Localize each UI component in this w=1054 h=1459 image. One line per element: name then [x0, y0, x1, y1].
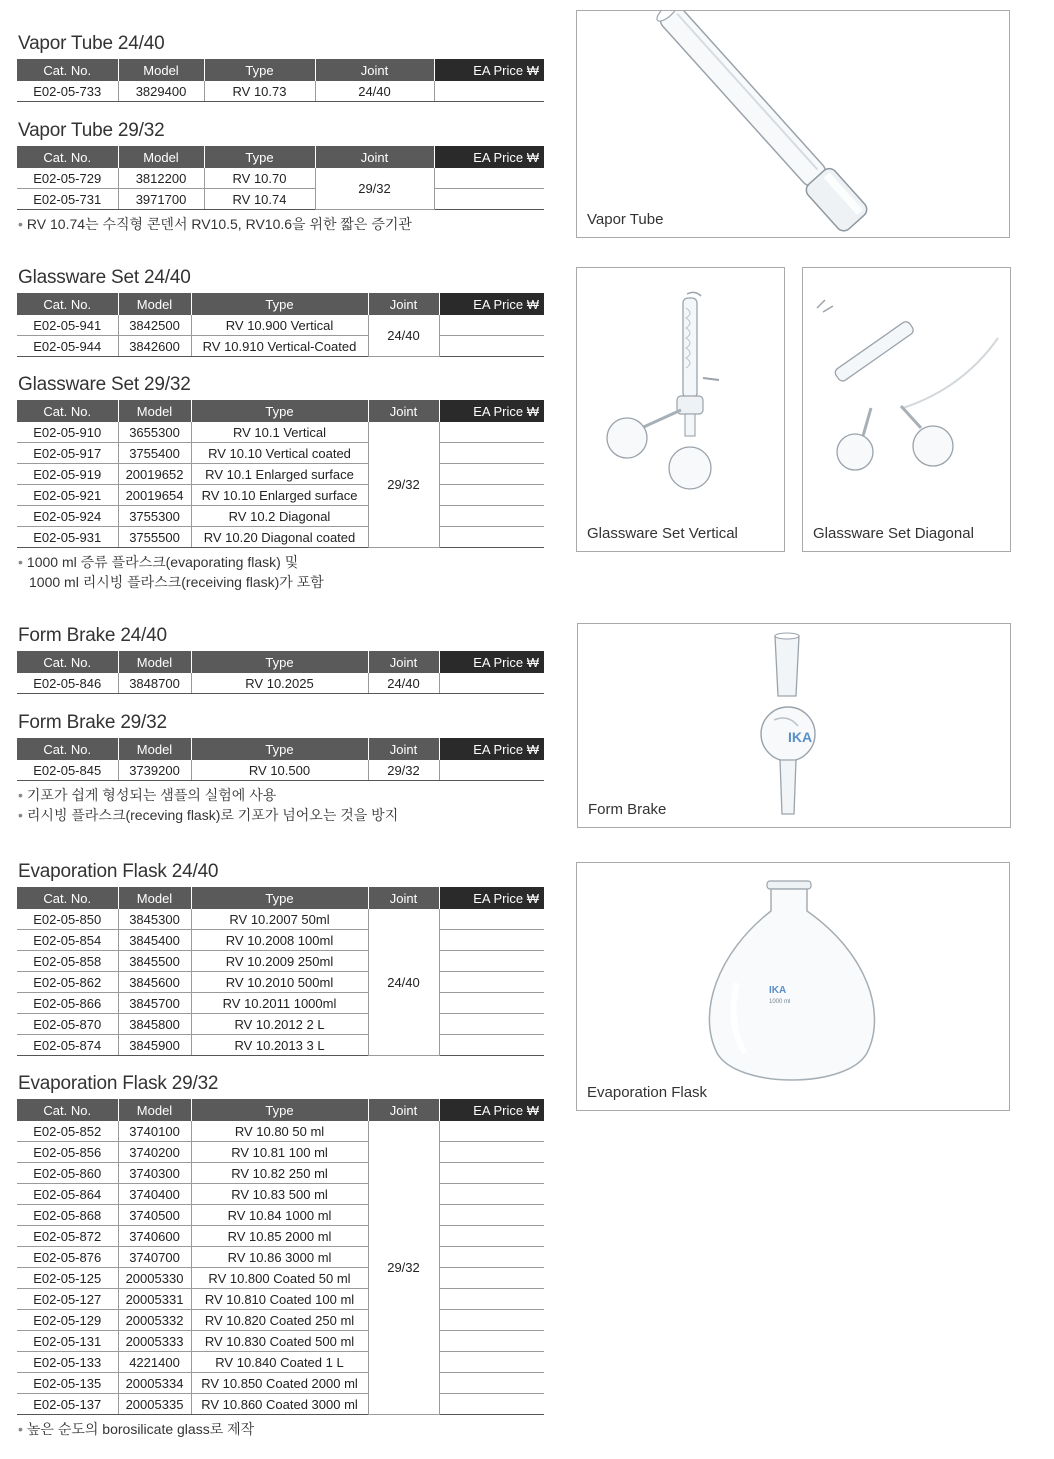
- table-row: [17, 1394, 544, 1415]
- image-vapor-tube: [576, 10, 1010, 238]
- section-title: Form Brake 29/32: [18, 712, 167, 733]
- cell-model: 3740500: [118, 1205, 191, 1226]
- cell-model: 3848700: [118, 673, 191, 694]
- cell-price: [439, 527, 544, 548]
- cell-cat: E02-05-919: [17, 464, 118, 485]
- cell-type: RV 10.70: [204, 168, 315, 189]
- table-row: [17, 336, 544, 357]
- cell-cat: E02-05-872: [17, 1226, 118, 1247]
- cell-model: 3740600: [118, 1226, 191, 1247]
- table-row: [17, 189, 544, 210]
- table-header-row: [17, 651, 544, 673]
- image-caption: Vapor Tube: [587, 211, 664, 228]
- product-table: [17, 146, 544, 210]
- cell-cat: E02-05-868: [17, 1205, 118, 1226]
- cell-price: [439, 1268, 544, 1289]
- cell-model: 20005331: [118, 1289, 191, 1310]
- header-type: Type: [191, 651, 368, 673]
- section-glassware-set-2440: [17, 267, 544, 357]
- table-row: [17, 760, 544, 781]
- table-row: [17, 315, 544, 336]
- table-row: [17, 673, 544, 694]
- cell-cat: E02-05-924: [17, 506, 118, 527]
- section-title: Vapor Tube 24/40: [18, 33, 165, 54]
- header-model: Model: [118, 1099, 191, 1121]
- cell-cat: E02-05-858: [17, 951, 118, 972]
- flask-logo: IKA: [769, 985, 787, 996]
- cell-price: [439, 1184, 544, 1205]
- cell-cat: E02-05-852: [17, 1121, 118, 1142]
- cell-price: [439, 993, 544, 1014]
- cell-cat: E02-05-731: [17, 189, 118, 210]
- cell-model: 3845500: [118, 951, 191, 972]
- header-type: Type: [191, 887, 368, 909]
- cell-cat: E02-05-733: [17, 81, 118, 102]
- image-caption: Glassware Set Diagonal: [813, 525, 974, 542]
- table-row: [17, 527, 544, 548]
- header-price: EA Price ₩: [439, 400, 544, 422]
- cell-cat: E02-05-850: [17, 909, 118, 930]
- note: • 기포가 쉽게 형성되는 샘플의 실험에 사용 • 리시빙 플라스크(receving flask)로 기포가 넘어오는 것을 방지: [18, 787, 399, 823]
- cell-cat: E02-05-129: [17, 1310, 118, 1331]
- cell-type: RV 10.2013 3 L: [191, 1035, 368, 1056]
- cell-joint: 24/40: [368, 673, 439, 694]
- header-cat: Cat. No.: [17, 400, 118, 422]
- note-text: 1000 ml 리시빙 플라스크(receiving flask)가 포함: [29, 574, 324, 590]
- cell-cat: E02-05-944: [17, 336, 118, 357]
- cell-price: [439, 1373, 544, 1394]
- cell-type: RV 10.840 Coated 1 L: [191, 1352, 368, 1373]
- cell-price: [434, 168, 544, 189]
- table-row: [17, 422, 544, 443]
- image-evaporation-flask: [576, 862, 1010, 1111]
- cell-cat: E02-05-131: [17, 1331, 118, 1352]
- cell-model: 3739200: [118, 760, 191, 781]
- evaporation-flask-illustration: [577, 863, 1009, 1110]
- section-vapor-tube-2440: [17, 33, 544, 102]
- cell-price: [439, 1247, 544, 1268]
- cell-type: RV 10.2025: [191, 673, 368, 694]
- cell-price: [439, 422, 544, 443]
- cell-type: RV 10.83 500 ml: [191, 1184, 368, 1205]
- note-text: RV 10.74는 수직형 콘덴서 RV10.5, RV10.6을 위한 짧은 증기관: [26, 216, 412, 232]
- cell-price: [439, 1205, 544, 1226]
- header-cat: Cat. No.: [17, 1099, 118, 1121]
- cell-type: RV 10.2011 1000ml: [191, 993, 368, 1014]
- section-evaporation-flask-2932: [17, 1073, 544, 1439]
- table-header-row: [17, 1099, 544, 1121]
- cell-price: [439, 972, 544, 993]
- cell-type: RV 10.10 Enlarged surface: [191, 485, 368, 506]
- table-row: [17, 930, 544, 951]
- cell-model: 3740200: [118, 1142, 191, 1163]
- cell-type: RV 10.2012 2 L: [191, 1014, 368, 1035]
- cell-price: [439, 1394, 544, 1415]
- cell-model: 3845800: [118, 1014, 191, 1035]
- cell-price: [439, 1035, 544, 1056]
- cell-type: RV 10.850 Coated 2000 ml: [191, 1373, 368, 1394]
- cell-type: RV 10.81 100 ml: [191, 1142, 368, 1163]
- cell-joint: 29/32: [368, 422, 439, 548]
- cell-price: [439, 1142, 544, 1163]
- cell-cat: E02-05-856: [17, 1142, 118, 1163]
- section-form-brake-2932: [17, 712, 544, 825]
- cell-cat: E02-05-917: [17, 443, 118, 464]
- cell-model: 3740300: [118, 1163, 191, 1184]
- header-price: EA Price ₩: [439, 887, 544, 909]
- header-type: Type: [191, 400, 368, 422]
- product-table: [17, 293, 544, 357]
- header-price: EA Price ₩: [434, 146, 544, 168]
- section-title: Glassware Set 24/40: [18, 267, 191, 288]
- table-row: [17, 1121, 544, 1142]
- cell-model: 3740400: [118, 1184, 191, 1205]
- table-row: [17, 81, 544, 102]
- image-caption: Evaporation Flask: [587, 1084, 708, 1101]
- cell-type: RV 10.10 Vertical coated: [191, 443, 368, 464]
- header-model: Model: [118, 887, 191, 909]
- section-title: Evaporation Flask 24/40: [18, 861, 219, 882]
- table-row: [17, 1310, 544, 1331]
- table-row: [17, 951, 544, 972]
- table-row: [17, 168, 544, 189]
- cell-model: 3842600: [118, 336, 191, 357]
- image-caption: Glassware Set Vertical: [587, 525, 738, 542]
- glassware-diagonal-illustration: [803, 268, 1010, 551]
- cell-joint: 24/40: [368, 315, 439, 357]
- section-title: Glassware Set 29/32: [18, 374, 191, 395]
- cell-model: 20005335: [118, 1394, 191, 1415]
- cell-type: RV 10.900 Vertical: [191, 315, 368, 336]
- header-type: Type: [204, 146, 315, 168]
- header-price: EA Price ₩: [439, 293, 544, 315]
- cell-joint: 29/32: [368, 1121, 439, 1415]
- cell-type: RV 10.800 Coated 50 ml: [191, 1268, 368, 1289]
- cell-type: RV 10.85 2000 ml: [191, 1226, 368, 1247]
- note: • RV 10.74는 수직형 콘덴서 RV10.5, RV10.6을 위한 짧은 증기관: [18, 216, 412, 232]
- cell-joint: 24/40: [315, 81, 434, 102]
- section-title: Form Brake 24/40: [18, 625, 167, 646]
- cell-joint: 29/32: [368, 760, 439, 781]
- cell-cat: E02-05-135: [17, 1373, 118, 1394]
- header-cat: Cat. No.: [17, 59, 118, 81]
- product-table: [17, 1099, 544, 1415]
- image-glassware-set-vertical: [576, 267, 785, 552]
- table-row: [17, 1247, 544, 1268]
- cell-model: 3845600: [118, 972, 191, 993]
- cell-model: 20005334: [118, 1373, 191, 1394]
- cell-cat: E02-05-870: [17, 1014, 118, 1035]
- cell-type: RV 10.20 Diagonal coated: [191, 527, 368, 548]
- header-joint: Joint: [368, 1099, 439, 1121]
- vapor-tube-illustration: [577, 11, 1009, 237]
- image-glassware-set-diagonal: [802, 267, 1011, 552]
- header-joint: Joint: [368, 293, 439, 315]
- cell-cat: E02-05-729: [17, 168, 118, 189]
- header-type: Type: [204, 59, 315, 81]
- cell-type: RV 10.84 1000 ml: [191, 1205, 368, 1226]
- header-price: EA Price ₩: [439, 651, 544, 673]
- header-model: Model: [118, 651, 191, 673]
- cell-type: RV 10.2009 250ml: [191, 951, 368, 972]
- note-text: 기포가 쉽게 형성되는 샘플의 실험에 사용: [26, 787, 277, 803]
- image-caption: Form Brake: [588, 801, 667, 818]
- header-cat: Cat. No.: [17, 738, 118, 760]
- table-row: [17, 1035, 544, 1056]
- header-cat: Cat. No.: [17, 293, 118, 315]
- cell-price: [439, 1014, 544, 1035]
- cell-type: RV 10.820 Coated 250 ml: [191, 1310, 368, 1331]
- table-row: [17, 993, 544, 1014]
- product-table: [17, 400, 544, 548]
- cell-cat: E02-05-921: [17, 485, 118, 506]
- cell-model: 3812200: [118, 168, 204, 189]
- cell-model: 20005330: [118, 1268, 191, 1289]
- header-price: EA Price ₩: [439, 1099, 544, 1121]
- cell-price: [439, 909, 544, 930]
- section-evaporation-flask-2440: [17, 861, 544, 1056]
- cell-type: RV 10.2 Diagonal: [191, 506, 368, 527]
- note-text: 높은 순도의 borosilicate glass로 제작: [26, 1421, 255, 1437]
- header-model: Model: [118, 59, 204, 81]
- product-table: [17, 887, 544, 1056]
- header-model: Model: [118, 146, 204, 168]
- note: • 1000 ml 증류 플라스크(evaporating flask) 및 1000 ml 리시빙 플라스크(receiving flask)가 포함: [18, 554, 324, 590]
- header-joint: Joint: [368, 887, 439, 909]
- cell-cat: E02-05-862: [17, 972, 118, 993]
- cell-price: [434, 189, 544, 210]
- flask-volume-label: 1000 ml: [769, 999, 791, 1005]
- cell-type: RV 10.1 Vertical: [191, 422, 368, 443]
- cell-joint: 29/32: [315, 168, 434, 210]
- cell-type: RV 10.86 3000 ml: [191, 1247, 368, 1268]
- table-header-row: [17, 887, 544, 909]
- header-type: Type: [191, 293, 368, 315]
- cell-price: [439, 315, 544, 336]
- table-header-row: [17, 400, 544, 422]
- cell-model: 3842500: [118, 315, 191, 336]
- cell-price: [439, 443, 544, 464]
- cell-type: RV 10.1 Enlarged surface: [191, 464, 368, 485]
- cell-model: 20019654: [118, 485, 191, 506]
- cell-model: 3655300: [118, 422, 191, 443]
- cell-type: RV 10.2008 100ml: [191, 930, 368, 951]
- cell-price: [439, 485, 544, 506]
- cell-price: [439, 1226, 544, 1247]
- cell-cat: E02-05-864: [17, 1184, 118, 1205]
- table-header-row: [17, 146, 544, 168]
- table-row: [17, 1014, 544, 1035]
- table-row: [17, 443, 544, 464]
- cell-price: [439, 1310, 544, 1331]
- cell-cat: E02-05-874: [17, 1035, 118, 1056]
- cell-price: [439, 506, 544, 527]
- cell-type: RV 10.810 Coated 100 ml: [191, 1289, 368, 1310]
- cell-price: [439, 336, 544, 357]
- table-header-row: [17, 59, 544, 81]
- cell-model: 3845700: [118, 993, 191, 1014]
- cell-model: 3755500: [118, 527, 191, 548]
- cell-model: 3845300: [118, 909, 191, 930]
- cell-model: 3740700: [118, 1247, 191, 1268]
- header-model: Model: [118, 400, 191, 422]
- header-joint: Joint: [368, 400, 439, 422]
- note-text: 리시빙 플라스크(receving flask)로 기포가 넘어오는 것을 방지: [26, 807, 399, 823]
- cell-model: 3755300: [118, 506, 191, 527]
- table-row: [17, 1184, 544, 1205]
- section-title: Evaporation Flask 29/32: [18, 1073, 219, 1094]
- table-row: [17, 506, 544, 527]
- cell-price: [439, 930, 544, 951]
- cell-cat: E02-05-931: [17, 527, 118, 548]
- cell-model: 20005333: [118, 1331, 191, 1352]
- cell-cat: E02-05-137: [17, 1394, 118, 1415]
- cell-type: RV 10.2007 50ml: [191, 909, 368, 930]
- section-vapor-tube-2932: [17, 120, 544, 234]
- header-cat: Cat. No.: [17, 146, 118, 168]
- cell-model: 3845900: [118, 1035, 191, 1056]
- product-table: [17, 59, 544, 102]
- section-form-brake-2440: [17, 625, 544, 694]
- section-glassware-set-2932: [17, 374, 544, 592]
- cell-type: RV 10.80 50 ml: [191, 1121, 368, 1142]
- note-text: 1000 ml 증류 플라스크(evaporating flask) 및: [26, 554, 299, 570]
- cell-model: 3829400: [118, 81, 204, 102]
- glassware-vertical-illustration: [577, 268, 784, 551]
- cell-cat: E02-05-133: [17, 1352, 118, 1373]
- table-row: [17, 464, 544, 485]
- cell-model: 20005332: [118, 1310, 191, 1331]
- header-price: EA Price ₩: [434, 59, 544, 81]
- header-model: Model: [118, 293, 191, 315]
- cell-price: [439, 1352, 544, 1373]
- product-table: [17, 651, 544, 694]
- header-type: Type: [191, 738, 368, 760]
- cell-joint: 24/40: [368, 909, 439, 1056]
- cell-price: [439, 760, 544, 781]
- cell-model: 3740100: [118, 1121, 191, 1142]
- cell-type: RV 10.73: [204, 81, 315, 102]
- header-cat: Cat. No.: [17, 651, 118, 673]
- cell-cat: E02-05-846: [17, 673, 118, 694]
- cell-price: [439, 464, 544, 485]
- note: • 높은 순도의 borosilicate glass로 제작: [18, 1421, 255, 1437]
- cell-price: [439, 1289, 544, 1310]
- cell-model: 3755400: [118, 443, 191, 464]
- cell-cat: E02-05-860: [17, 1163, 118, 1184]
- cell-cat: E02-05-866: [17, 993, 118, 1014]
- cell-price: [439, 951, 544, 972]
- cell-price: [439, 673, 544, 694]
- table-row: [17, 1373, 544, 1394]
- form-brake-illustration: [578, 624, 1010, 827]
- cell-model: 4221400: [118, 1352, 191, 1373]
- cell-price: [434, 81, 544, 102]
- section-title: Vapor Tube 29/32: [18, 120, 165, 141]
- header-type: Type: [191, 1099, 368, 1121]
- header-cat: Cat. No.: [17, 887, 118, 909]
- table-row: [17, 1205, 544, 1226]
- cell-type: RV 10.860 Coated 3000 ml: [191, 1394, 368, 1415]
- header-joint: Joint: [315, 146, 434, 168]
- table-header-row: [17, 738, 544, 760]
- cell-price: [439, 1121, 544, 1142]
- cell-cat: E02-05-854: [17, 930, 118, 951]
- cell-cat: E02-05-941: [17, 315, 118, 336]
- table-row: [17, 1163, 544, 1184]
- table-row: [17, 1142, 544, 1163]
- cell-cat: E02-05-127: [17, 1289, 118, 1310]
- table-row: [17, 1268, 544, 1289]
- image-form-brake: [577, 623, 1011, 828]
- header-joint: Joint: [368, 738, 439, 760]
- cell-price: [439, 1331, 544, 1352]
- table-row: [17, 1289, 544, 1310]
- cell-cat: E02-05-125: [17, 1268, 118, 1289]
- cell-cat: E02-05-910: [17, 422, 118, 443]
- header-model: Model: [118, 738, 191, 760]
- table-row: [17, 909, 544, 930]
- cell-cat: E02-05-845: [17, 760, 118, 781]
- cell-model: 20019652: [118, 464, 191, 485]
- cell-model: 3971700: [118, 189, 204, 210]
- header-price: EA Price ₩: [439, 738, 544, 760]
- table-row: [17, 485, 544, 506]
- cell-type: RV 10.830 Coated 500 ml: [191, 1331, 368, 1352]
- table-row: [17, 1226, 544, 1247]
- table-row: [17, 1352, 544, 1373]
- header-joint: Joint: [315, 59, 434, 81]
- cell-type: RV 10.74: [204, 189, 315, 210]
- ika-logo: IKA: [787, 729, 813, 745]
- cell-type: RV 10.500: [191, 760, 368, 781]
- cell-model: 3845400: [118, 930, 191, 951]
- product-table: [17, 738, 544, 781]
- table-header-row: [17, 293, 544, 315]
- table-row: [17, 972, 544, 993]
- cell-cat: E02-05-876: [17, 1247, 118, 1268]
- table-row: [17, 1331, 544, 1352]
- cell-type: RV 10.82 250 ml: [191, 1163, 368, 1184]
- cell-type: RV 10.2010 500ml: [191, 972, 368, 993]
- header-joint: Joint: [368, 651, 439, 673]
- cell-type: RV 10.910 Vertical-Coated: [191, 336, 368, 357]
- cell-price: [439, 1163, 544, 1184]
